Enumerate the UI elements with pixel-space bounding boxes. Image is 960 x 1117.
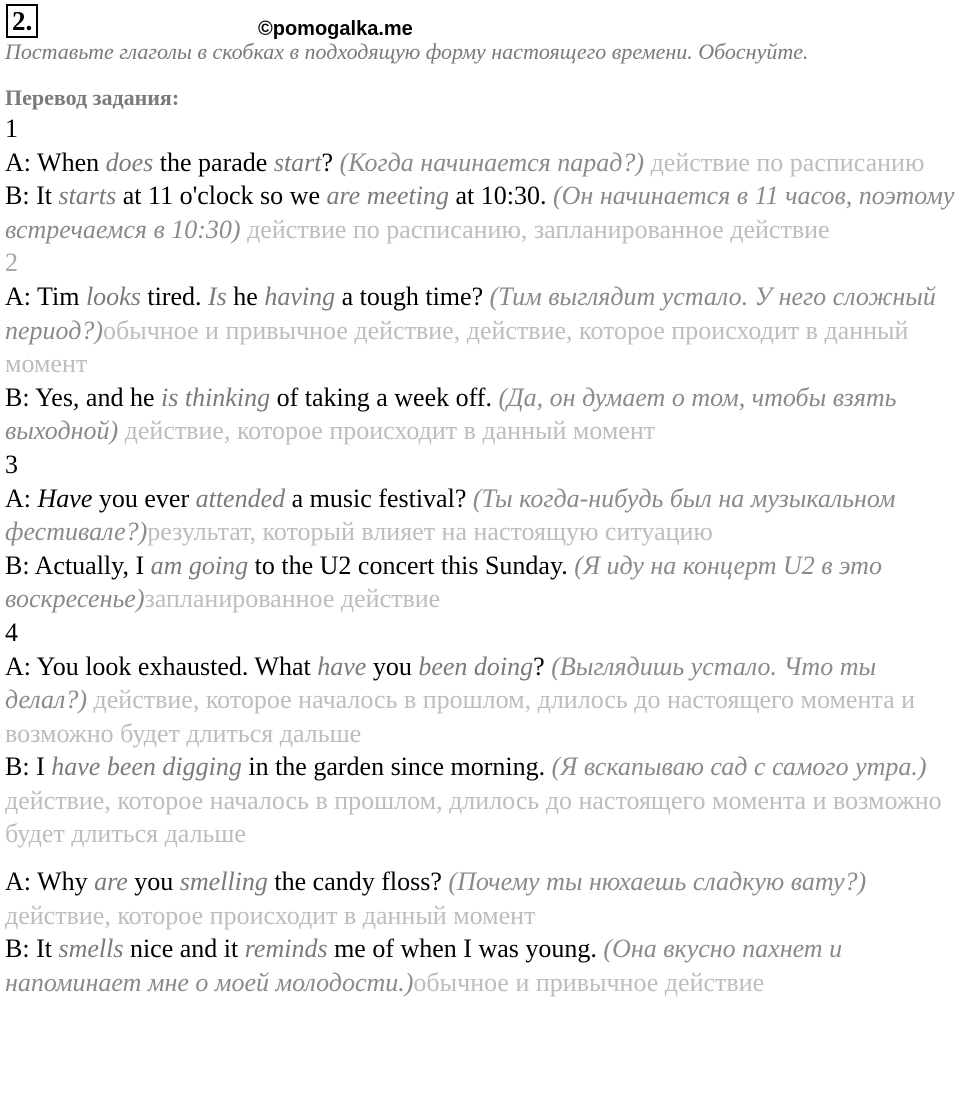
dialogue-line-b: B: It starts at 11 o'clock so we are meeting at 10:30. (Он начинается в 11 часов, поэтому встречаемся в 10:30) действие по расписанию, запланированное действие: [5, 181, 955, 244]
verb-form: been doing: [418, 651, 534, 681]
explanation: действие, которое началось в прошлом, длилось до настоящего момента и возможно будет длиться дальше: [5, 685, 916, 748]
translation: (Почему ты нюхаешь сладкую вату?): [448, 867, 867, 897]
verb-form: attended: [195, 483, 286, 513]
task-number: 2.: [6, 4, 38, 38]
translation: (Я иду на концерт U2 в это воскресенье): [5, 550, 882, 614]
item-number: 3: [5, 449, 18, 479]
item-number: 1: [5, 114, 18, 143]
verb-form: Have: [37, 483, 93, 513]
translation: (Выглядишь устало. Что ты делал?): [5, 651, 877, 715]
verb-form: smelling: [179, 867, 268, 897]
verb-form: smells: [58, 934, 124, 964]
dialogue-line-a: A: Tim looks tired. Is he having a tough time? (Тим выглядит устало. У него сложный период?)обычное и привычное действие, действие, которое происходит в данный момент: [5, 281, 936, 379]
document-body: [5, 38, 955, 999]
verb-form: start: [273, 147, 322, 177]
translation: (Когда начинается парад?): [339, 147, 645, 177]
translation-caption: Перевод задания:: [5, 85, 180, 110]
dialogue-line-a: A: When does the parade start? (Когда начинается парад?) действие по расписанию: [5, 147, 925, 177]
explanation: обычное и привычное действие: [413, 967, 765, 997]
dialogue-line-a: A: Why are you smelling the candy floss? (Почему ты нюхаешь сладкую вату?) действие, которое происходит в данный момент: [5, 867, 867, 930]
explanation: результат, который влияет на настоящую ситуацию: [147, 517, 713, 547]
verb-form: are: [94, 867, 128, 897]
verb-form: have: [317, 651, 367, 681]
translation: (Да, он думает о том, чтобы взять выходной): [5, 382, 897, 446]
dialogue-line-b: B: I have been digging in the garden since morning. (Я вскапываю сад с самого утра.) действие, которое началось в прошлом, длилось до настоящего момента и возможно будет длиться дальше: [5, 752, 942, 849]
explanation: обычное и привычное действие, действие, которое происходит в данный момент: [5, 315, 909, 379]
verb-form: have been digging: [51, 752, 242, 782]
explanation: действие, которое началось в прошлом, длилось до настоящего момента и возможно будет длиться дальше: [5, 785, 942, 849]
explanation: действие по расписанию, запланированное действие: [240, 214, 830, 244]
translation: (Он начинается в 11 часов, поэтому встречаемся в 10:30): [5, 181, 955, 244]
translation: (Тим выглядит устало. У него сложный период?): [5, 281, 936, 345]
dialogue-line-b: B: Yes, and he is thinking of taking a week off. (Да, он думает о том, чтобы взять выходной) действие, которое происходит в данный момент: [5, 382, 897, 446]
verb-form: looks: [85, 281, 141, 311]
verb-form: starts: [58, 181, 117, 211]
verb-form: having: [264, 281, 336, 311]
dialogue-line-b: B: Actually, I am going to the U2 concert this Sunday. (Я иду на концерт U2 в это воскресенье)запланированное действие: [5, 550, 882, 614]
explanation: запланированное действие: [144, 584, 441, 614]
verb-form: reminds: [244, 934, 328, 964]
dialogue-line-b: B: It smells nice and it reminds me of when I was young. (Она вкусно пахнет и напоминает мне о моей молодости.)обычное и привычное действие: [5, 934, 843, 997]
verb-form: does: [105, 147, 154, 177]
dialogue-line-a: A: You look exhausted. What have you been doing? (Выглядишь устало. Что ты делал?) действие, которое началось в прошлом, длилось до настоящего момента и возможно будет длиться дальше: [5, 651, 916, 748]
task-instruction: Поставьте глаголы в скобках в подходящую форму настоящего времени. Обоснуйте.: [5, 39, 809, 64]
spacer: [5, 851, 955, 865]
explanation: действие, которое происходит в данный момент: [5, 900, 536, 930]
explanation: действие по расписанию: [644, 147, 925, 177]
item-number: 4: [5, 617, 18, 647]
dialogue-line-a: A: Have you ever attended a music festival? (Ты когда-нибудь был на музыкальном фестивале?)результат, который влияет на настоящую ситуацию: [5, 483, 896, 547]
verb-form: Is: [208, 281, 227, 311]
translation: (Ты когда-нибудь был на музыкальном фестивале?): [5, 483, 896, 547]
item-number: 2: [5, 248, 18, 278]
translation: (Я вскапываю сад с самого утра.): [551, 752, 927, 782]
translation: (Она вкусно пахнет и напоминает мне о моей молодости.): [5, 934, 843, 997]
site-watermark: ©pomogalka.me: [258, 18, 413, 40]
explanation: действие, которое происходит в данный момент: [118, 416, 656, 446]
verb-form: am going: [150, 550, 249, 580]
page-header: [4, 2, 954, 38]
verb-form: are meeting: [326, 181, 449, 211]
verb-form: is thinking: [161, 382, 271, 412]
